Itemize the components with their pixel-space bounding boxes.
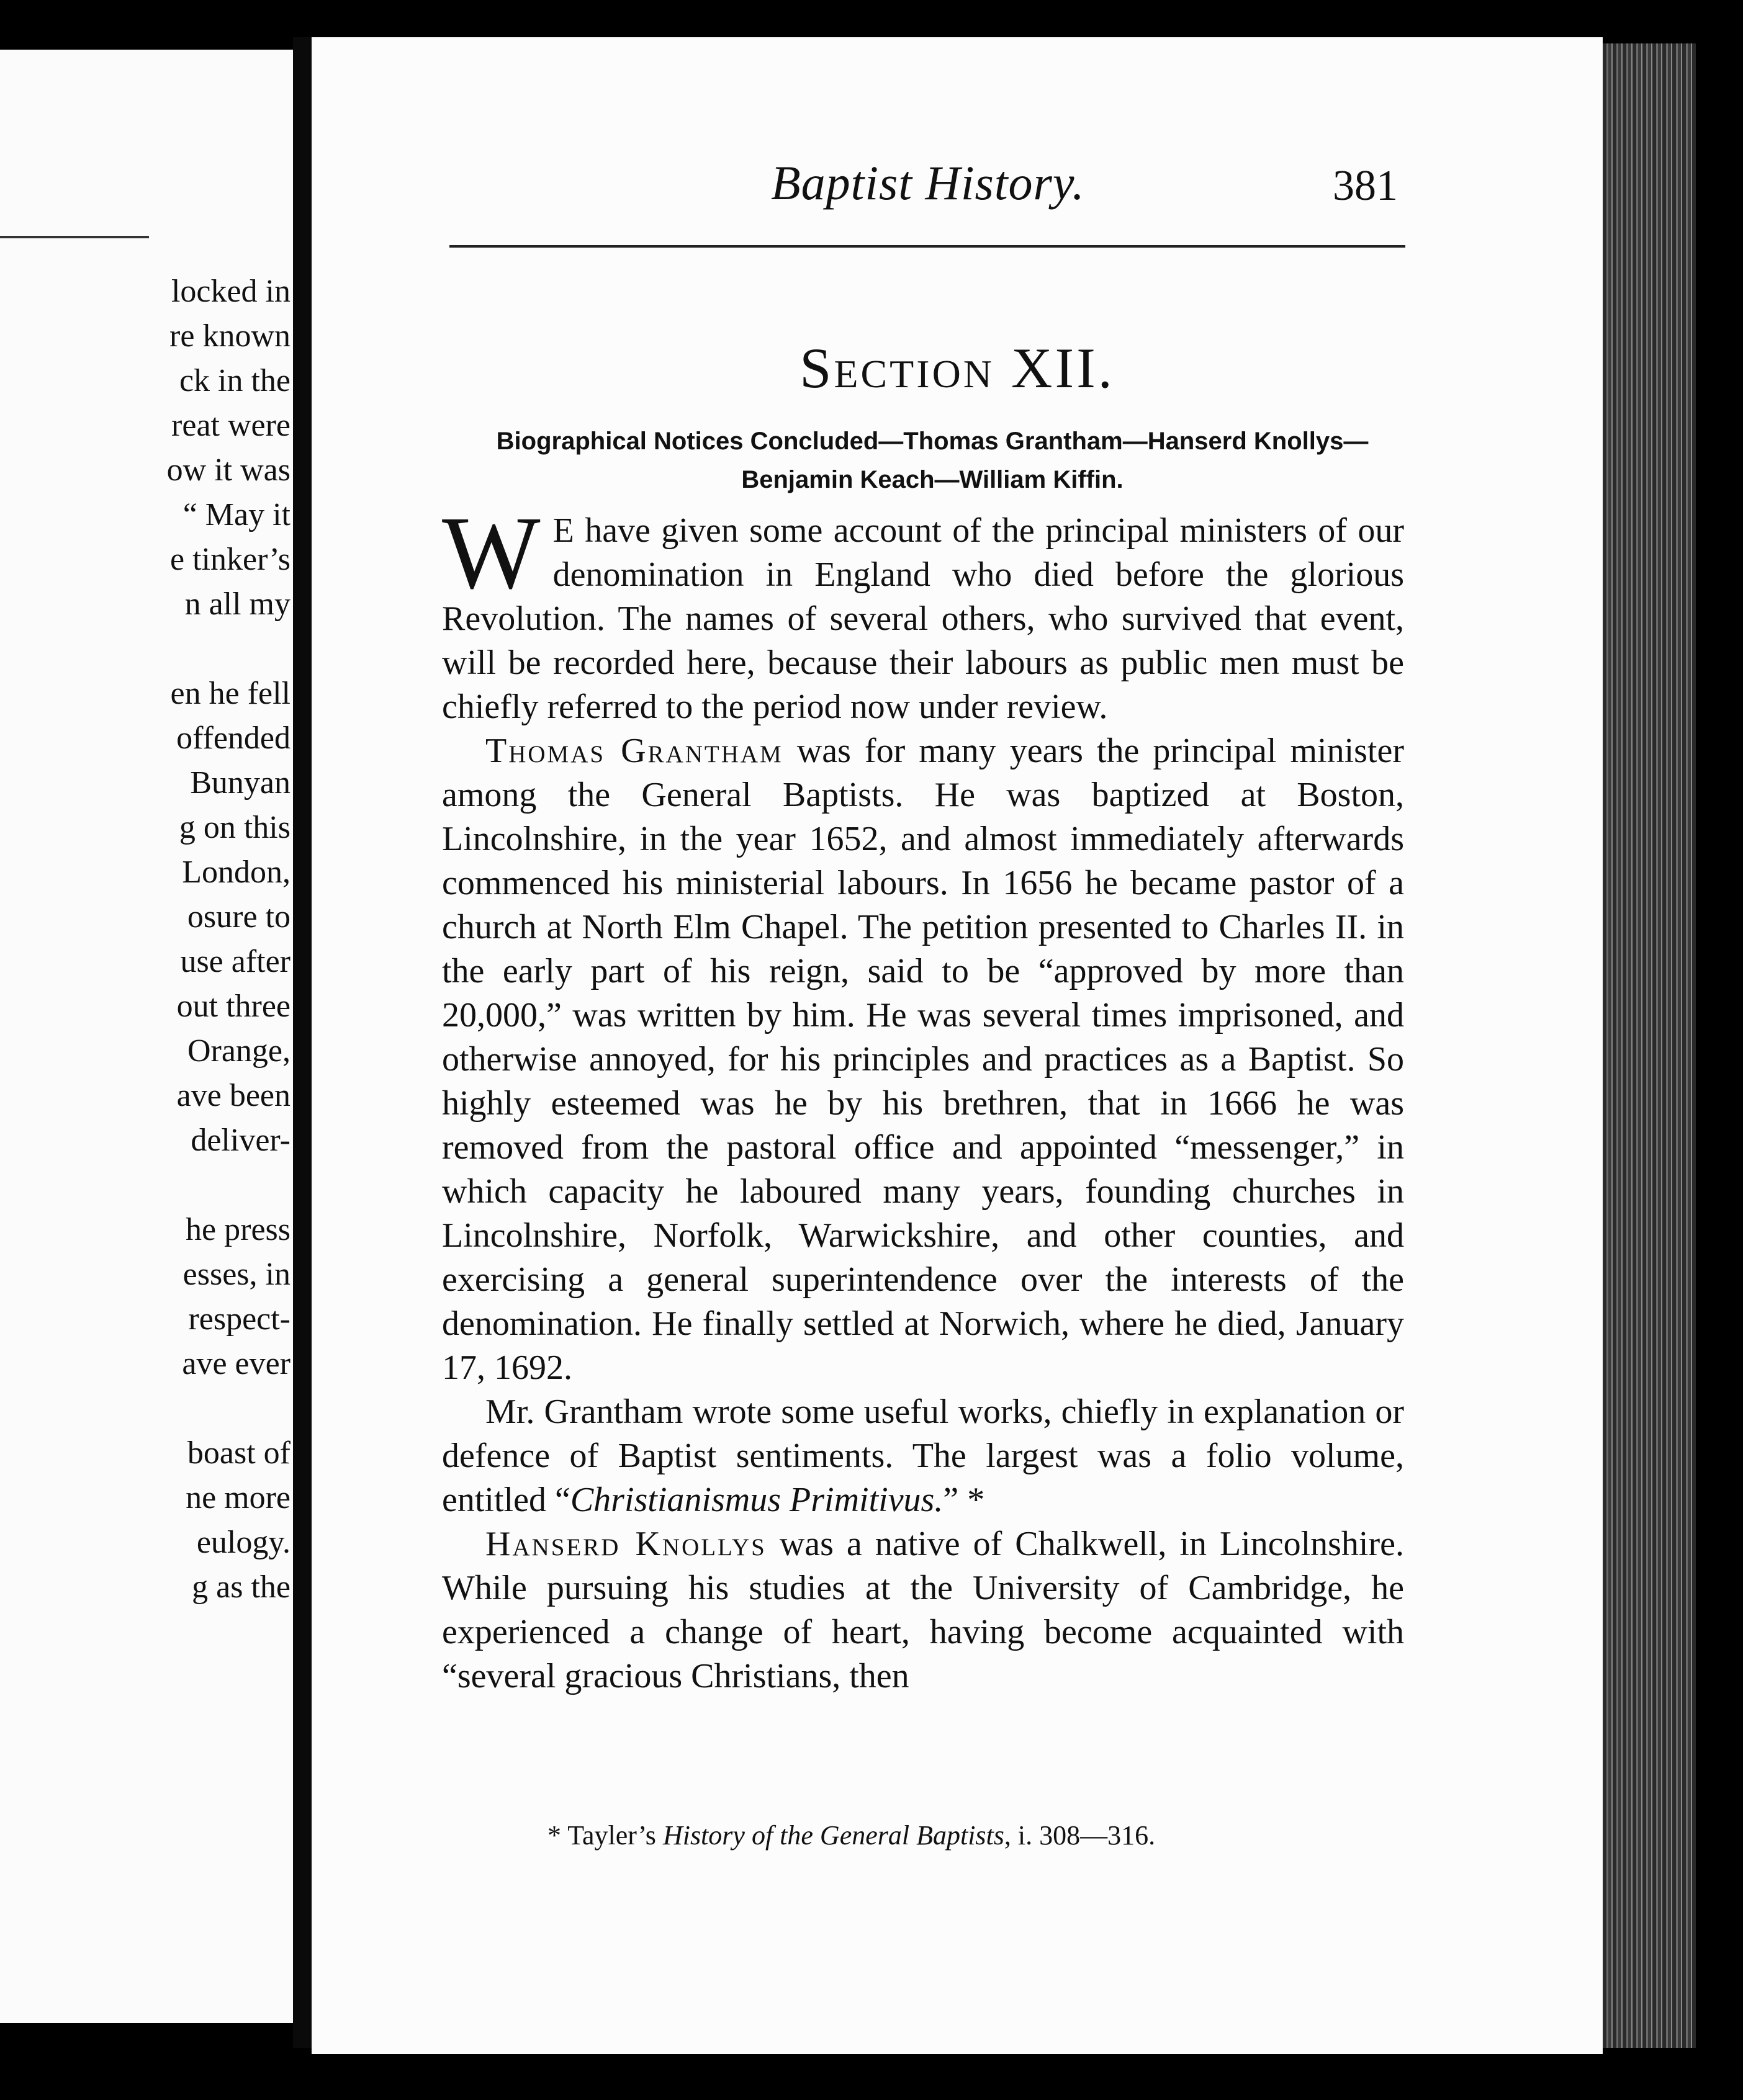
- left-page-line: ck in the: [179, 363, 290, 398]
- page-number: 381: [1333, 162, 1398, 210]
- footnote: [547, 1818, 1479, 1853]
- left-page-line: g on this: [179, 810, 290, 845]
- left-page-line: out three: [176, 989, 290, 1024]
- left-page-line: g as the: [192, 1569, 290, 1605]
- person-name: Thomas Grantham: [485, 732, 783, 770]
- left-page-line: “ May it: [182, 497, 290, 532]
- left-page-line: Bunyan: [190, 765, 290, 801]
- person-name: Hanserd Knollys: [485, 1525, 767, 1563]
- left-page-line: he press: [186, 1212, 290, 1247]
- paragraph: [442, 495, 1404, 729]
- left-page-line: respect-: [188, 1301, 290, 1337]
- left-page-line: re known: [169, 318, 290, 354]
- left-page-line: eulogy.: [196, 1525, 290, 1560]
- left-page-line: Orange,: [187, 1033, 290, 1069]
- left-page-line: London,: [182, 855, 290, 890]
- left-page-line: ow it was: [166, 452, 290, 488]
- running-head: [312, 155, 1603, 230]
- paragraph: [442, 1522, 1404, 1698]
- left-page-line: offended: [176, 720, 290, 756]
- section-summary: [436, 422, 1429, 499]
- section-summary-line: Biographical Notices Concluded—Thomas Grantham—Hanserd Knollys—: [496, 428, 1369, 455]
- book-gutter: [293, 37, 312, 2048]
- section-summary-line: Benjamin Keach—William Kiffin.: [741, 466, 1124, 493]
- book-title: Christianismus Primitivus.: [570, 1481, 944, 1519]
- left-page-line: en he fell: [170, 676, 290, 711]
- left-page: [0, 50, 293, 2023]
- drop-cap: W: [442, 495, 541, 611]
- section-title: Section XII.: [799, 336, 1115, 400]
- left-page-line: ave been: [176, 1078, 290, 1113]
- left-page-line: e tinker’s: [170, 542, 290, 577]
- left-page-line: esses, in: [182, 1257, 290, 1292]
- right-page: [312, 37, 1603, 2054]
- left-page-line: use after: [180, 944, 290, 979]
- left-page-line: n all my: [184, 586, 290, 622]
- footnote-mark: * Tayler’s: [547, 1820, 663, 1851]
- left-page-line: ave ever: [182, 1346, 290, 1381]
- paragraph-text: was for many years the principal minister among the General Baptists. He was baptized at Boston, Lincolnshire, in the year 1652, and almost immediately afterwards commenced his ministerial labours. In 1656 he became pastor of a church at North Elm Chapel. The petition presented to Charles II. in the early part of his reign, said to be “approved by more than 20,000,” was written by him. He was several times imprisoned, and otherwise annoyed, for his principles and practices as a Baptist. So highly esteemed was he by his brethren, that in 1666 he was removed from the pastoral office and appointed “messenger,” in which capacity he laboured many years, founding churches in Lincolnshire, Norfolk, Warwickshire, and other counties, and exercising a general superintendence over the interests of the denomination. He finally settled at Norwich, where he died, January 17, 1692.: [442, 732, 1404, 1387]
- paragraph: [442, 729, 1404, 1390]
- footnote-title: History of the General Baptists: [662, 1820, 1004, 1851]
- header-rule: [449, 245, 1405, 248]
- left-page-line: reat were: [171, 408, 290, 443]
- left-page-rule: [0, 236, 149, 238]
- running-title: Baptist History.: [771, 156, 1085, 210]
- paragraph-text: was a native of Chalkwell, in Lincolnshire. While pursuing his studies at the University of Cambridge, he experienced a change of heart, having become acquainted with “several gracious Christians, then: [442, 1525, 1404, 1695]
- left-page-line: ne more: [186, 1480, 290, 1515]
- left-page-line: osure to: [187, 899, 290, 935]
- left-page-line: deliver-: [191, 1123, 290, 1158]
- paragraph: [442, 1390, 1404, 1522]
- body-text: [442, 495, 1404, 1698]
- footnote-ref: , i. 308—316.: [1004, 1820, 1156, 1851]
- paragraph-text: E have given some account of the principal ministers of our denomination in England who died before the glorious Revolution. The names of several others, who survived that event, will be recorded here, because their labours as public men must be chiefly referred to the period now under review.: [442, 511, 1404, 726]
- left-page-line: locked in: [171, 274, 290, 309]
- footnote-marker: ” *: [943, 1481, 985, 1519]
- page-edges: [1603, 43, 1696, 2048]
- left-page-line: boast of: [187, 1435, 290, 1471]
- paragraph-text: Mr. Grantham wrote some useful works, chiefly in explanation or defence of Baptist sentiments. The largest was a folio volume, entitled “: [442, 1393, 1404, 1519]
